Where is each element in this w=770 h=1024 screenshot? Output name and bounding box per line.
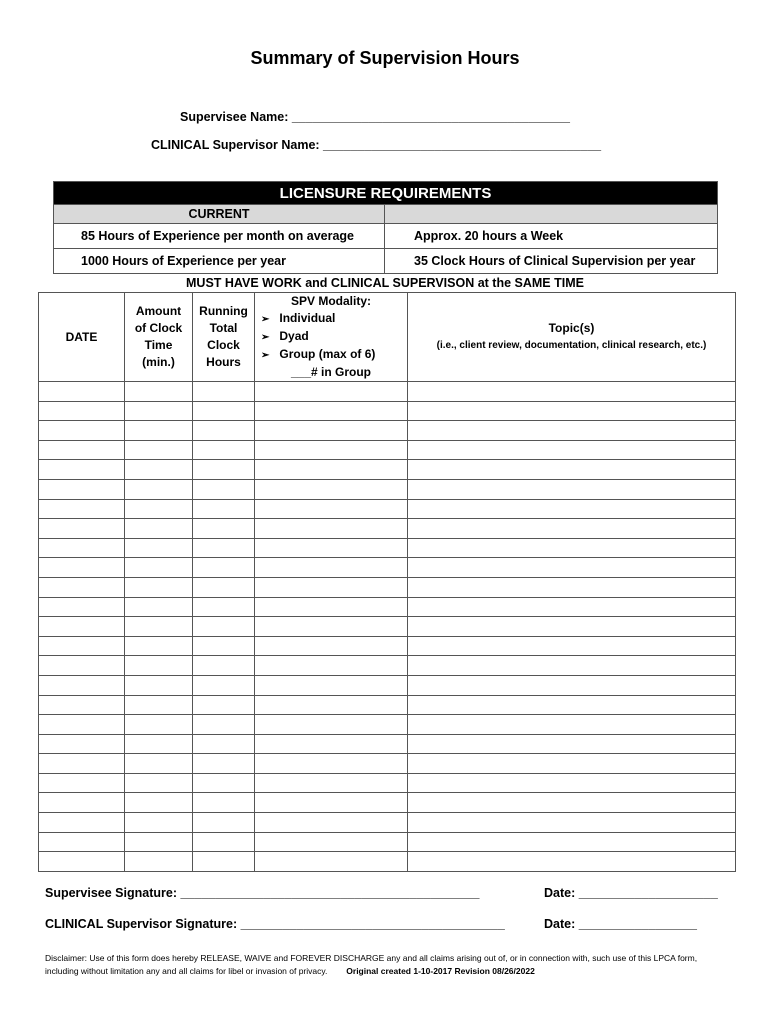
running-cell[interactable] — [193, 852, 255, 872]
date-cell[interactable] — [39, 675, 125, 695]
table-row — [39, 636, 736, 656]
running-cell[interactable] — [193, 460, 255, 480]
modality-cell[interactable] — [255, 617, 408, 637]
supervisee-date-field[interactable]: Date: ____________________ — [544, 886, 718, 900]
topic-cell[interactable] — [408, 558, 736, 578]
running-cell[interactable] — [193, 519, 255, 539]
modality-dyad: ➢ Dyad — [261, 328, 407, 346]
modality-cell[interactable] — [255, 734, 408, 754]
table-row — [39, 617, 736, 637]
running-cell[interactable] — [193, 499, 255, 519]
table-row — [39, 597, 736, 617]
running-cell[interactable] — [193, 773, 255, 793]
table-row — [39, 793, 736, 813]
licensure-requirements-table — [53, 181, 718, 274]
table-row — [39, 577, 736, 597]
date-cell[interactable] — [39, 519, 125, 539]
col-topic — [408, 293, 736, 382]
table-row — [39, 675, 736, 695]
running-cell[interactable] — [193, 401, 255, 421]
running-cell[interactable] — [193, 656, 255, 676]
group-count: ___# in Group — [290, 365, 372, 379]
date-cell[interactable] — [39, 538, 125, 558]
amount-cell[interactable] — [125, 401, 193, 421]
date-cell[interactable] — [39, 852, 125, 872]
table-row — [39, 538, 736, 558]
date-cell[interactable] — [39, 401, 125, 421]
col-date: DATE — [39, 293, 125, 382]
amount-cell[interactable] — [125, 440, 193, 460]
requirement-yearly: 1000 Hours of Experience per year — [54, 249, 385, 274]
topic-subtitle: (i.e., client review, documentation, clinical research, etc.) — [436, 340, 707, 351]
modality-cell[interactable] — [255, 382, 408, 402]
amount-cell[interactable] — [125, 597, 193, 617]
date-cell[interactable] — [39, 773, 125, 793]
table-row — [39, 734, 736, 754]
topic-cell[interactable] — [408, 734, 736, 754]
date-cell[interactable] — [39, 754, 125, 774]
running-cell[interactable] — [193, 813, 255, 833]
page-title: Summary of Supervision Hours — [250, 48, 520, 68]
running-cell[interactable] — [193, 754, 255, 774]
running-cell[interactable] — [193, 695, 255, 715]
table-row — [39, 715, 736, 735]
amount-cell[interactable] — [125, 460, 193, 480]
table-row — [39, 440, 736, 460]
modality-cell[interactable] — [255, 715, 408, 735]
table-row — [39, 401, 736, 421]
date-cell[interactable] — [39, 440, 125, 460]
running-cell[interactable] — [193, 636, 255, 656]
topic-cell[interactable] — [408, 617, 736, 637]
requirement-supervision: 35 Clock Hours of Clinical Supervision per year — [385, 249, 718, 274]
table-row — [39, 460, 736, 480]
topic-cell[interactable] — [408, 832, 736, 852]
table-row — [39, 832, 736, 852]
topic-cell[interactable] — [408, 773, 736, 793]
log-rows — [39, 382, 736, 872]
topic-cell[interactable] — [408, 421, 736, 441]
topic-cell[interactable] — [408, 460, 736, 480]
amount-cell[interactable] — [125, 715, 193, 735]
date-cell[interactable] — [39, 460, 125, 480]
col-amount: Amount of Clock Time (min.) — [125, 293, 193, 382]
modality-cell[interactable] — [255, 852, 408, 872]
modality-cell[interactable] — [255, 695, 408, 715]
table-row — [39, 499, 736, 519]
col-modality — [255, 293, 408, 382]
amount-cell[interactable] — [125, 577, 193, 597]
table-row — [39, 813, 736, 833]
table-row — [39, 656, 736, 676]
modality-cell[interactable] — [255, 460, 408, 480]
modality-cell[interactable] — [255, 813, 408, 833]
table-row — [39, 479, 736, 499]
modality-title: SPV Modality: — [290, 294, 371, 308]
amount-cell[interactable] — [125, 479, 193, 499]
supervisor-name-field[interactable]: CLINICAL Supervisor Name: ________________________________________ — [151, 138, 602, 152]
topic-cell[interactable] — [408, 793, 736, 813]
modality-cell[interactable] — [255, 577, 408, 597]
current-label: CURRENT — [54, 205, 385, 224]
amount-cell[interactable] — [125, 773, 193, 793]
running-cell[interactable] — [193, 440, 255, 460]
running-cell[interactable] — [193, 832, 255, 852]
topic-cell[interactable] — [408, 538, 736, 558]
date-cell[interactable] — [39, 813, 125, 833]
requirement-monthly: 85 Hours of Experience per month on average — [54, 224, 385, 249]
amount-cell[interactable] — [125, 695, 193, 715]
topic-title: Topic(s) — [548, 321, 595, 335]
date-cell[interactable] — [39, 597, 125, 617]
amount-cell[interactable] — [125, 734, 193, 754]
running-cell[interactable] — [193, 479, 255, 499]
amount-cell[interactable] — [125, 852, 193, 872]
date-cell[interactable] — [39, 715, 125, 735]
modality-cell[interactable] — [255, 832, 408, 852]
date-cell[interactable] — [39, 421, 125, 441]
modality-cell[interactable] — [255, 538, 408, 558]
disclaimer-text: Disclaimer: Use of this form does hereby RELEASE, WAIVE and FOREVER DISCHARGE any and all claims arising out of, or in connection with, such use of this LPCA form, including without limitation any and all claims for libel or invasion of privacy. — [45, 953, 698, 976]
revision-note: Original created 1-10-2017 Revision 08/26/2022 — [346, 966, 535, 976]
topic-cell[interactable] — [408, 715, 736, 735]
running-cell[interactable] — [193, 715, 255, 735]
table-row — [39, 754, 736, 774]
topic-cell[interactable] — [408, 519, 736, 539]
must-have-note: MUST HAVE WORK and CLINICAL SUPERVISON at the SAME TIME — [186, 276, 584, 290]
amount-cell[interactable] — [125, 832, 193, 852]
modality-options — [255, 310, 407, 364]
topic-cell[interactable] — [408, 479, 736, 499]
modality-cell[interactable] — [255, 401, 408, 421]
date-cell[interactable] — [39, 617, 125, 637]
table-row — [39, 421, 736, 441]
date-cell[interactable] — [39, 499, 125, 519]
table-row — [39, 519, 736, 539]
running-cell[interactable] — [193, 617, 255, 637]
amount-cell[interactable] — [125, 675, 193, 695]
running-cell[interactable] — [193, 577, 255, 597]
running-cell[interactable] — [193, 734, 255, 754]
modality-individual: ➢ Individual — [261, 310, 407, 328]
amount-cell[interactable] — [125, 617, 193, 637]
date-cell[interactable] — [39, 382, 125, 402]
running-cell[interactable] — [193, 421, 255, 441]
topic-cell[interactable] — [408, 440, 736, 460]
table-row — [39, 558, 736, 578]
amount-cell[interactable] — [125, 538, 193, 558]
table-row — [39, 773, 736, 793]
modality-cell[interactable] — [255, 636, 408, 656]
date-cell[interactable] — [39, 793, 125, 813]
requirement-weekly: Approx. 20 hours a Week — [385, 224, 718, 249]
modality-group: ➢ Group (max of 6) — [261, 346, 407, 364]
date-cell[interactable] — [39, 577, 125, 597]
topic-cell[interactable] — [408, 401, 736, 421]
modality-cell[interactable] — [255, 793, 408, 813]
modality-cell[interactable] — [255, 656, 408, 676]
running-cell[interactable] — [193, 793, 255, 813]
date-cell[interactable] — [39, 656, 125, 676]
topic-cell[interactable] — [408, 577, 736, 597]
topic-cell[interactable] — [408, 656, 736, 676]
amount-cell[interactable] — [125, 519, 193, 539]
amount-cell[interactable] — [125, 793, 193, 813]
modality-cell[interactable] — [255, 558, 408, 578]
topic-cell[interactable] — [408, 754, 736, 774]
amount-cell[interactable] — [125, 382, 193, 402]
topic-cell[interactable] — [408, 636, 736, 656]
modality-cell[interactable] — [255, 499, 408, 519]
topic-cell[interactable] — [408, 675, 736, 695]
amount-cell[interactable] — [125, 813, 193, 833]
amount-cell[interactable] — [125, 636, 193, 656]
modality-cell[interactable] — [255, 440, 408, 460]
amount-cell[interactable] — [125, 656, 193, 676]
supervisee-signature-field[interactable]: Supervisee Signature: ___________________________________________ — [45, 886, 480, 900]
running-cell[interactable] — [193, 382, 255, 402]
running-cell[interactable] — [193, 597, 255, 617]
modality-cell[interactable] — [255, 597, 408, 617]
topic-cell[interactable] — [408, 852, 736, 872]
amount-cell[interactable] — [125, 754, 193, 774]
table-row — [39, 382, 736, 402]
date-cell[interactable] — [39, 734, 125, 754]
disclaimer — [45, 952, 725, 978]
modality-cell[interactable] — [255, 421, 408, 441]
topic-cell[interactable] — [408, 695, 736, 715]
date-cell[interactable] — [39, 695, 125, 715]
amount-cell[interactable] — [125, 421, 193, 441]
supervision-log-table — [38, 292, 736, 872]
running-cell[interactable] — [193, 675, 255, 695]
topic-cell[interactable] — [408, 597, 736, 617]
modality-cell[interactable] — [255, 479, 408, 499]
col-running: Running Total Clock Hours — [193, 293, 255, 382]
modality-cell[interactable] — [255, 675, 408, 695]
running-cell[interactable] — [193, 558, 255, 578]
supervisee-name-field[interactable]: Supervisee Name: ________________________________________ — [180, 110, 570, 124]
date-cell[interactable] — [39, 636, 125, 656]
modality-cell[interactable] — [255, 773, 408, 793]
date-cell[interactable] — [39, 832, 125, 852]
amount-cell[interactable] — [125, 499, 193, 519]
running-cell[interactable] — [193, 538, 255, 558]
topic-cell[interactable] — [408, 499, 736, 519]
amount-cell[interactable] — [125, 558, 193, 578]
date-cell[interactable] — [39, 558, 125, 578]
table-row — [39, 695, 736, 715]
topic-cell[interactable] — [408, 382, 736, 402]
supervisor-signature-field[interactable]: CLINICAL Supervisor Signature: ______________________________________ — [45, 917, 505, 931]
modality-cell[interactable] — [255, 754, 408, 774]
current-label-blank — [385, 205, 718, 224]
table-row — [39, 852, 736, 872]
date-cell[interactable] — [39, 479, 125, 499]
licensure-header: LICENSURE REQUIREMENTS — [54, 182, 718, 205]
topic-cell[interactable] — [408, 813, 736, 833]
supervisor-date-field[interactable]: Date: _________________ — [544, 917, 697, 931]
modality-cell[interactable] — [255, 519, 408, 539]
